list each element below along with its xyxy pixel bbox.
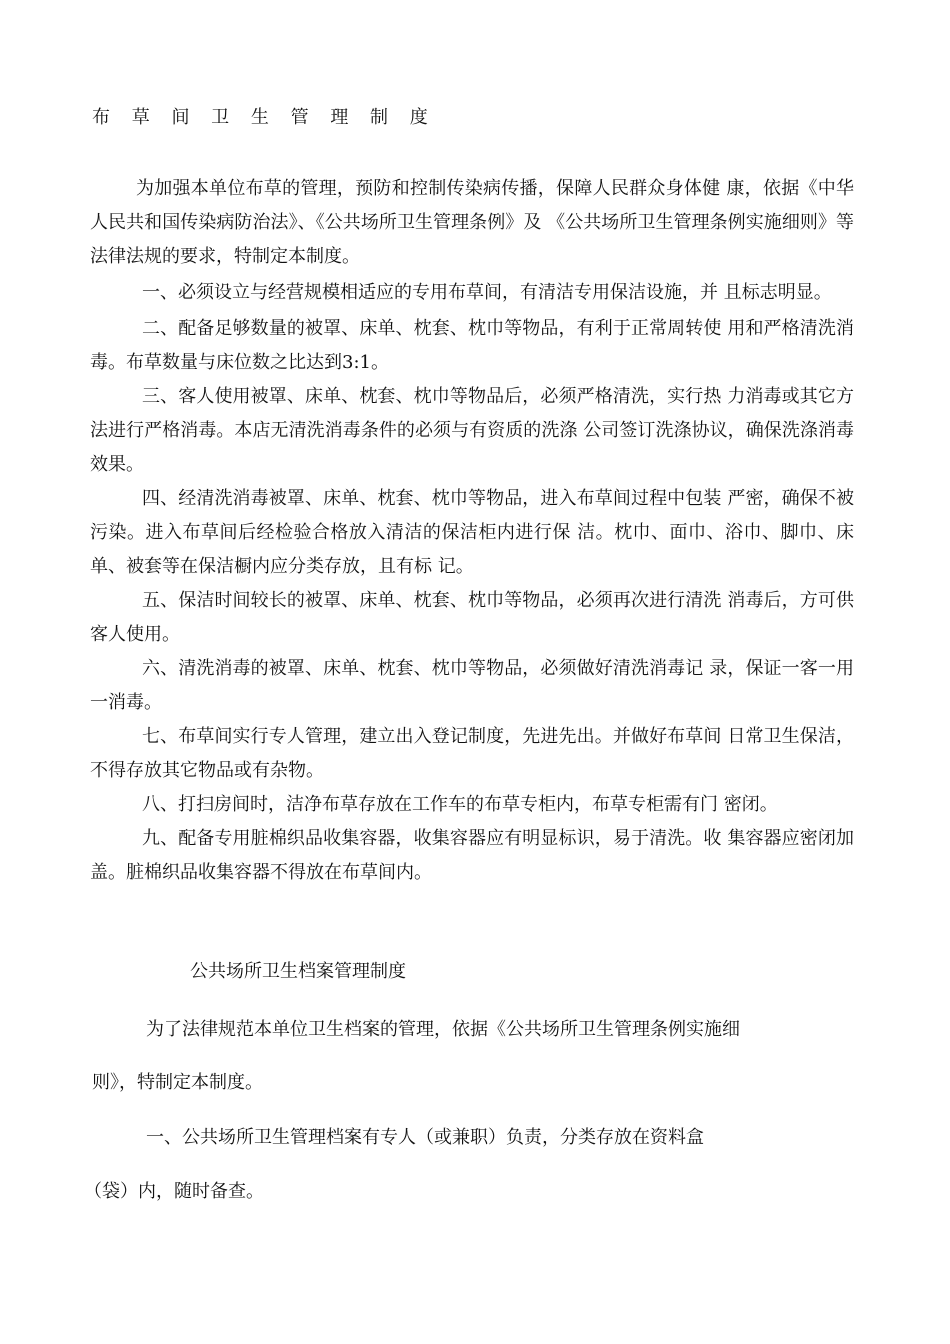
rule-item-7: 七、布草间实行专人管理，建立出入登记制度，先进先出。并做好布草间 日常卫生保洁，不得存放其它物品或有杂物。	[90, 726, 854, 781]
intro-paragraph: 为加强本单位布草的管理，预防和控制传染病传播，保障人民群众身体健 康，依据《中华人民共和国传染病防治法》、《公共场所卫生管理条例》及 《公共场所卫生管理条例实施细则》等法律法规的要求，特制定本制度。	[90, 178, 854, 267]
archive-intro-line-2: 则》，特制定本制度。	[92, 1072, 263, 1093]
rule-item-1: 一、必须设立与经营规模相适应的专用布草间，有清洁专用保洁设施，并 且标志明显。	[142, 282, 832, 303]
archive-rule-1-line-1: 一、公共场所卫生管理档案有专人（或兼职）负责，分类存放在资料盒	[146, 1127, 704, 1148]
section-title: 公共场所卫生档案管理制度	[190, 961, 406, 982]
archive-intro-line-1: 为了法律规范本单位卫生档案的管理，依据《公共场所卫生管理条例实施细	[146, 1019, 740, 1040]
rule-item-9: 九、配备专用脏棉织品收集容器，收集容器应有明显标识，易于清洗。收 集容器应密闭加盖。脏棉织品收集容器不得放在布草间内。	[90, 828, 854, 883]
rule-item-5: 五、保洁时间较长的被罩、床单、枕套、枕巾等物品，必须再次进行清洗 消毒后，方可供客人使用。	[90, 590, 854, 645]
rule-item-6: 六、清洗消毒的被罩、床单、枕套、枕巾等物品，必须做好清洗消毒记 录，保证一客一用一消毒。	[90, 658, 854, 713]
linen-room-rules	[90, 172, 854, 890]
archive-rule-1-line-2: （袋）内，随时备查。	[84, 1181, 264, 1202]
rule-item-4: 四、经清洗消毒被罩、床单、枕套、枕巾等物品，进入布草间过程中包装 严密，确保不被污染。进入布草间后经检验合格放入清洁的保洁柜内进行保 洁。枕巾、面巾、浴巾、脚巾、床单、被套等在保洁橱内应分类存放，且有标 记。	[90, 488, 854, 577]
rule-item-3: 三、客人使用被罩、床单、枕套、枕巾等物品后，必须严格清洗，实行热 力消毒或其它方法进行严格消毒。本店无清洗消毒条件的必须与有资质的洗涤 公司签订洗涤协议，确保洗涤消毒效果。	[90, 386, 854, 475]
rule-item-8: 八、打扫房间时，洁净布草存放在工作车的布草专柜内，布草专柜需有门 密闭。	[142, 794, 778, 815]
document-title: 布 草 间 卫 生 管 理 制 度	[92, 107, 436, 128]
rule-item-2: 二、配备足够数量的被罩、床单、枕套、枕巾等物品，有利于正常周转使 用和严格清洗消毒。布草数量与床位数之比达到3:1。	[90, 318, 854, 373]
